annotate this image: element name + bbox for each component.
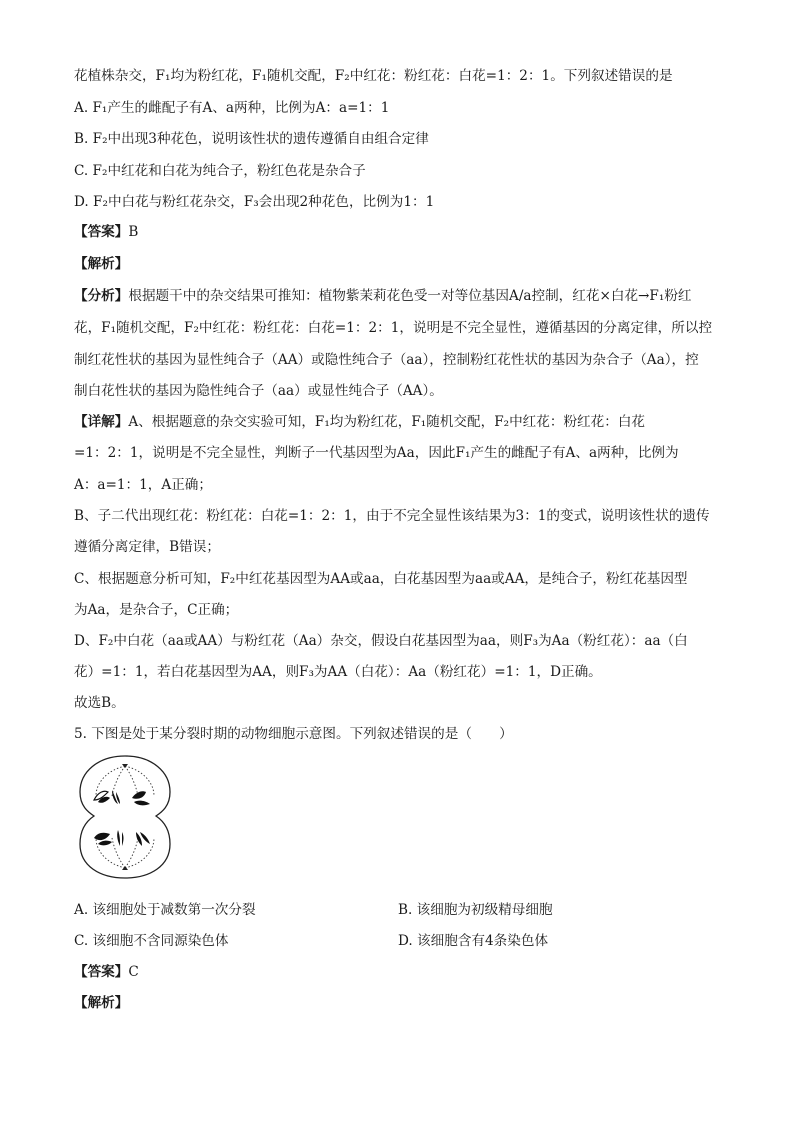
q4-option-d: D. F₂中白花与粉红花杂交，F₃会出现2种花色，比例为1：1	[74, 194, 435, 210]
xiangjie-line-1: 【详解】A、根据题意的杂交实验可知，F₁均为粉红花，F₁随机交配，F₂中红花：粉红花：白花	[74, 414, 646, 430]
centrosome-top	[122, 764, 128, 768]
centrosome-bottom	[122, 866, 128, 870]
xiangjie-line-9: 花）=1：1，若白花基因型为AA，则F₃为AA（白花）：Aa（粉红花）=1：1，D正确。	[74, 664, 602, 680]
answer-value: C	[128, 964, 139, 980]
fenxi-line-3: 制红花性状的基因为显性纯合子（AA）或隐性纯合子（aa），控制粉红花性状的基因为杂合子（Aa），控	[74, 352, 699, 368]
xiangjie-line-6: C、根据题意分析可知，F₂中红花基因型为AA或aa，白花基因型为aa或AA，是纯合子，粉红花基因型	[74, 571, 688, 587]
cell-membrane	[80, 756, 170, 878]
q4-option-c: C. F₂中红花和白花为纯合子，粉红色花是杂合子	[74, 163, 366, 179]
fenxi-label: 【分析】	[74, 288, 129, 304]
q5-answer	[74, 962, 139, 982]
xiangjie-label: 【详解】	[74, 414, 129, 430]
q5-option-d: D. 该细胞含有4条染色体	[398, 933, 549, 949]
q5-option-c: C. 该细胞不含同源染色体	[74, 933, 229, 949]
q5-option-b: B. 该细胞为初级精母细胞	[398, 902, 553, 918]
chromosomes-upper	[94, 790, 150, 805]
answer-value: B	[128, 224, 139, 240]
xiangjie-line-2: =1：2：1，说明是不完全显性，判断子一代基因型为Aa，因此F₁产生的雌配子有A、a两种，比例为	[74, 445, 679, 461]
q4-analysis-label: 【解析】	[74, 256, 129, 272]
xiangjie-line-8: D、F₂中白花（aa或AA）与粉红花（Aa）杂交，假设白花基因型为aa，则F₃为Aa（粉红花）：aa（白	[74, 633, 688, 649]
chromosomes-lower	[94, 830, 150, 846]
cell-diagram	[78, 752, 172, 882]
answer-label: 【答案】	[74, 964, 129, 980]
q5-option-a: A. 该细胞处于减数第一次分裂	[74, 902, 256, 918]
xiangjie-line-7: 为Aa，是杂合子，C正确；	[74, 602, 239, 618]
q4-answer	[74, 222, 138, 242]
xiangjie-line-3: A：a=1：1，A正确；	[74, 477, 212, 493]
q5-analysis-label: 【解析】	[74, 995, 129, 1011]
q4-stem-tail: 花植株杂交，F₁均为粉红花，F₁随机交配，F₂中红花：粉红花：白花=1：2：1。下列叙述错误的是	[74, 68, 673, 84]
fenxi-line-1: 【分析】根据题干中的杂交结果可推知：植物紫茉莉花色受一对等位基因A/a控制，红花×白花→F₁粉红	[74, 288, 692, 304]
fenxi-line-2: 花，F₁随机交配，F₂中红花：粉红花：白花=1：2：1，说明是不完全显性，遵循基因的分离定律，所以控	[74, 320, 713, 336]
xiangjie-line-10: 故选B。	[74, 695, 125, 711]
answer-label: 【答案】	[74, 224, 129, 240]
xiangjie-line-5: 遵循分离定律，B错误；	[74, 539, 220, 555]
q4-option-b: B. F₂中出现3种花色，说明该性状的遗传遵循自由组合定律	[74, 131, 429, 147]
fenxi-line-4: 制白花性状的基因为隐性纯合子（aa）或显性纯合子（AA）。	[74, 383, 443, 399]
q4-option-a: A. F₁产生的雌配子有A、a两种，比例为A：a=1：1	[74, 100, 390, 116]
q5-stem: 5. 下图是处于某分裂时期的动物细胞示意图。下列叙述错误的是（ ）	[74, 726, 513, 742]
xiangjie-line-4: B、子二代出现红花：粉红花：白花=1：2：1，由于不完全显性该结果为3：1的变式，说明该性状的遗传	[74, 508, 710, 524]
